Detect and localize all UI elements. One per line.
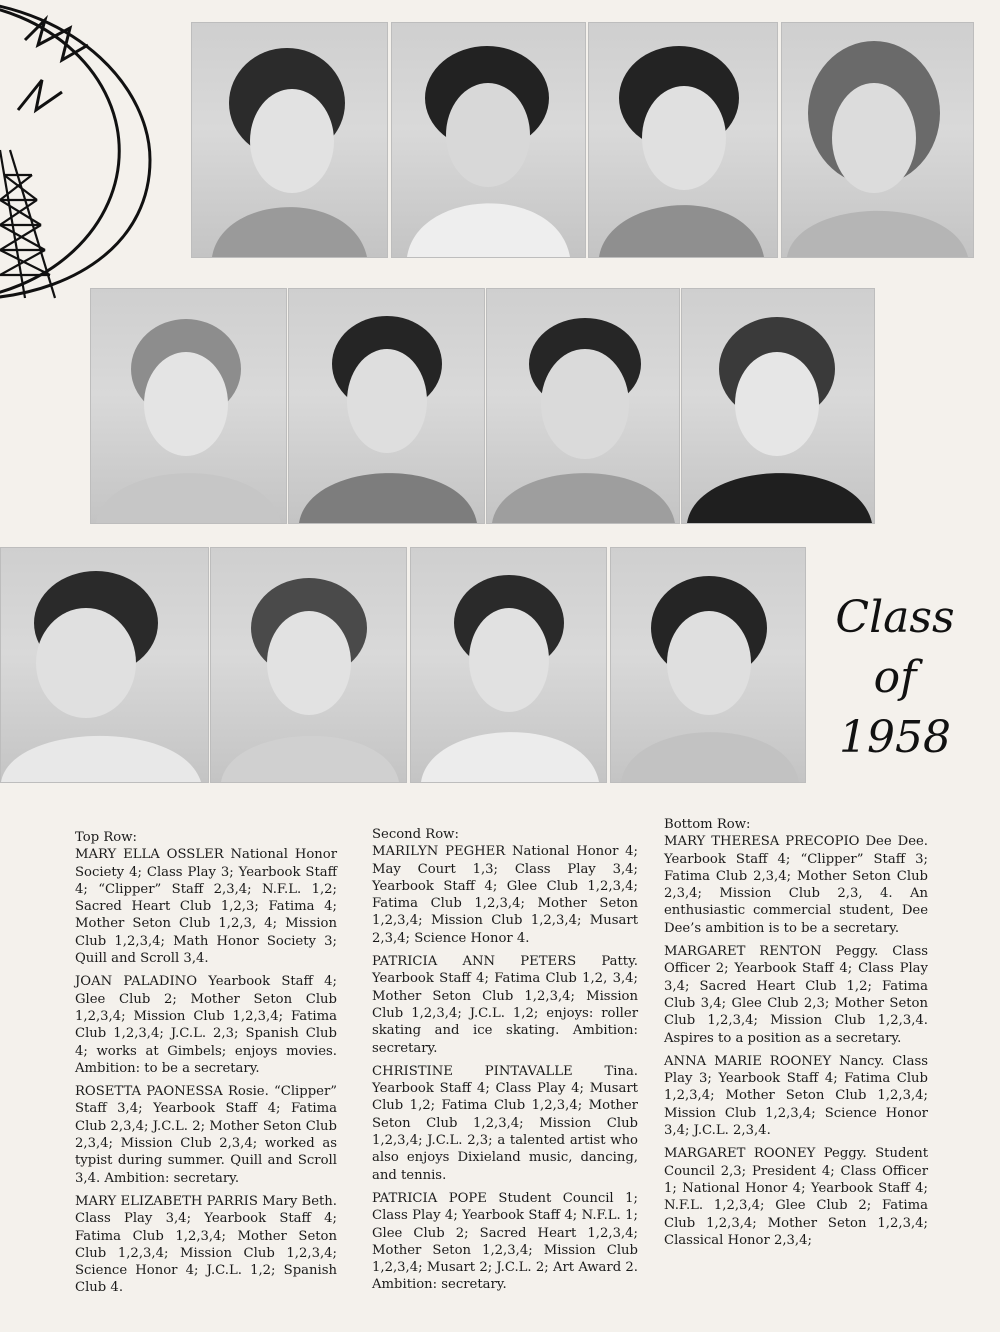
- student-entry: MARILYN PEGHER National Honor 4; May Court 1,3; Class Play 3,4; Yearbook Staff 4; Glee Club 1,2,3,4; Fatima Club 1,2,3,4; Mother Seton 1,2,3,4; Mission Club 1,2,3,4; Musart 2,3,4; Science Honor 4.: [372, 844, 638, 946]
- class-title-line1: Class: [835, 592, 955, 643]
- radio-tower-emblem: [0, 0, 190, 300]
- portrait-photo: [288, 288, 485, 524]
- portrait-photo: [90, 288, 287, 524]
- student-entry: MARY ELIZABETH PARRIS Mary Beth. Class Play 3,4; Yearbook Staff 4; Fatima Club 1,2,3,4; Mother Seton Club 1,2,3,4; Mission Club 1,2,3,4; Science Honor 4; J.C.L. 1,2; Spanish Club 4.: [75, 1193, 337, 1296]
- portrait-photo: [588, 22, 778, 258]
- portrait-photo: [391, 22, 586, 258]
- class-title-line3: 1958: [839, 712, 951, 763]
- portrait-photo: [610, 547, 806, 783]
- student-entry: MARGARET RENTON Peggy. Class Officer 2; Yearbook Staff 4; Class Play 3,4; Sacred Heart Club 1,2; Fatima Club 3,4; Glee Club 2,3; Mother Seton Club 1,2,3,4; Mission Club 1,2,3,4. Aspires to a position as a secretary.: [664, 944, 928, 1046]
- caption-column-top-row: [75, 829, 337, 1303]
- portrait-photo: [486, 288, 680, 524]
- student-entry: PATRICIA ANN PETERS Patty. Yearbook Staff 4; Fatima Club 1,2, 3,4; Mother Seton Club 1,2,3,4; Mission Club 1,2,3,4; J.C.L. 1,2; enjoys: roller skating and ice skating. Ambition: secretary.: [372, 954, 638, 1056]
- student-entry: PATRICIA POPE Student Council 1; Class Play 4; Yearbook Staff 4; N.F.L. 1; Glee Club 2; Sacred Heart 1,2,3,4; Mother Seton 1,2,3,4; Mission Club 1,2,3,4; Musart 2; J.C.L. 2; Art Award 2. Ambition: secretary.: [372, 1190, 638, 1293]
- student-entry: JOAN PALADINO Yearbook Staff 4; Glee Club 2; Mother Seton Club 1,2,3,4; Mission Club 1,2,3,4; Fatima Club 1,2,3,4; J.C.L. 2,3; Spanish Club 4; works at Gimbels; enjoys movies. Ambition: to be a secretary.: [75, 974, 337, 1076]
- portrait-photo: [210, 547, 407, 783]
- caption-column-bottom-row: [664, 816, 928, 1255]
- student-entry: ANNA MARIE ROONEY Nancy. Class Play 3; Yearbook Staff 4; Fatima Club 1,2,3,4; Mother Seton Club 1,2,3,4; Mission Club 1,2,3,4; Science Honor 3,4; J.C.L. 2,3,4.: [664, 1053, 928, 1139]
- caption-column-second-row: [372, 826, 638, 1300]
- row-heading: Top Row:: [75, 830, 137, 845]
- student-entry: CHRISTINE PINTAVALLE Tina. Yearbook Staff 4; Class Play 4; Musart Club 1,2; Fatima Club 1,2,3,4; Mother Seton Club 1,2,3,4; Mission Club 1,2,3,4; J.C.L. 2,3; a talented artist who also enjoys Dixieland music, dancing, and tennis.: [372, 1063, 638, 1183]
- row-heading: Bottom Row:: [664, 817, 751, 832]
- student-entry: MARGARET ROONEY Peggy. Student Council 2,3; President 4; Class Officer 1; National Honor 4; Yearbook Staff 4; N.F.L. 1,2,3,4; Glee Club 2; Fatima Club 1,2,3,4; Mother Seton 1,2,3,4; Classical Honor 2,3,4;: [664, 1146, 928, 1248]
- row-heading: Second Row:: [372, 827, 459, 842]
- class-title: [820, 588, 970, 768]
- class-title-line2: of: [873, 652, 917, 703]
- portrait-photo: [0, 547, 209, 783]
- portrait-photo: [781, 22, 974, 258]
- student-entry: MARY ELLA OSSLER National Honor Society 4; Class Play 3; Yearbook Staff 4; “Clipper” Staff 2,3,4; N.F.L. 1,2; Sacred Heart Club 1,2,3; Fatima 4; Mother Seton Club 1,2,3, 4; Mission Club 1,2,3,4; Math Honor Society 3; Quill and Scroll 3,4.: [75, 847, 337, 967]
- portrait-photo: [410, 547, 607, 783]
- portrait-photo: [681, 288, 875, 524]
- portrait-photo: [191, 22, 388, 258]
- student-entry: ROSETTA PAONESSA Rosie. “Clipper” Staff 3,4; Yearbook Staff 4; Fatima Club 2,3,4; J.C.L. 2; Mother Seton Club 2,3,4; Mission Club 2,3,4; worked as typist during summer. Quill and Scroll 3,4. Ambition: secretary.: [75, 1084, 337, 1186]
- student-entry: MARY THERESA PRECOPIO Dee Dee. Yearbook Staff 4; “Clipper” Staff 3; Fatima Club 2,3,4; Mother Seton Club 2,3,4; Mission Club 2,3, 4. An enthusiastic commercial student, Dee Dee’s ambition is to be a secretary.: [664, 834, 928, 936]
